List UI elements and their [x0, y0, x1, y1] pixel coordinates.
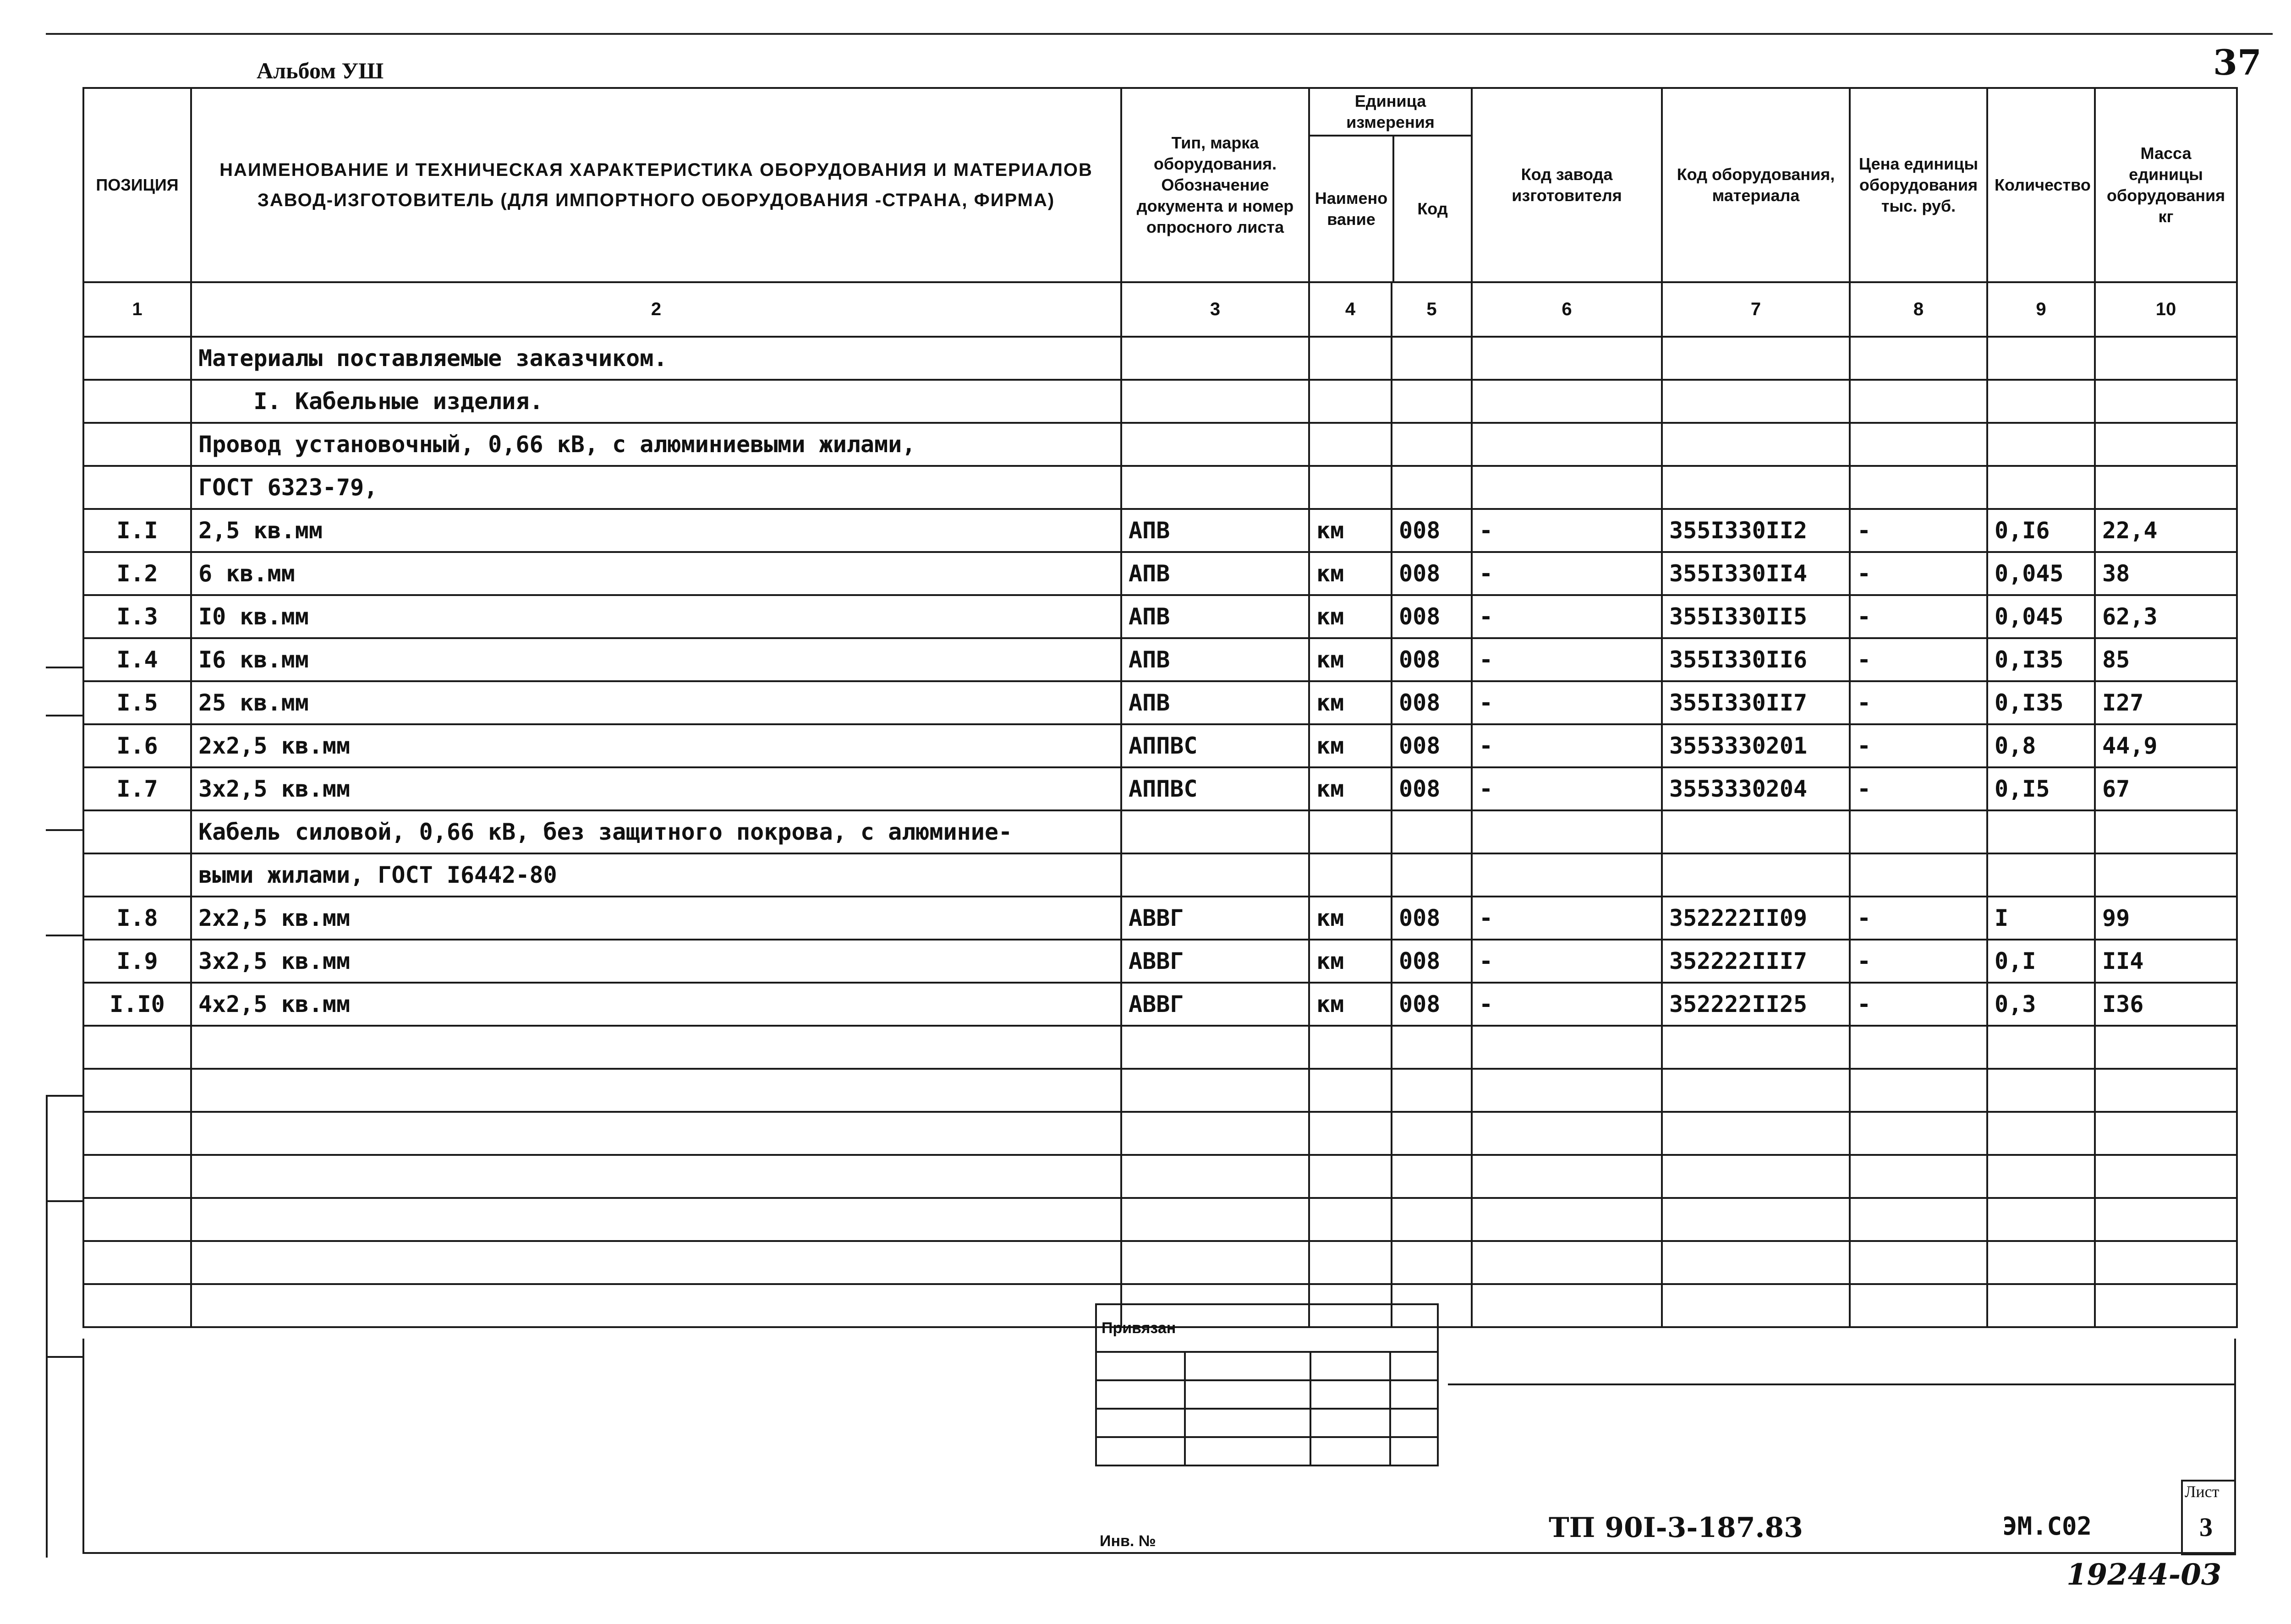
cell-price	[1850, 1112, 1987, 1155]
album-label: Альбом УШ	[257, 58, 384, 83]
cell-unit-code	[1392, 1155, 1472, 1198]
cell-equipment-code	[1662, 1284, 1850, 1327]
col-number: 3	[1121, 282, 1309, 337]
cell-plant-code	[1472, 1241, 1662, 1284]
cell-type	[1121, 466, 1309, 509]
cell-price: -	[1850, 897, 1987, 940]
cell-unit-name: км	[1309, 681, 1392, 724]
cell-mass	[2095, 337, 2237, 380]
sheet-number: 3	[2199, 1512, 2213, 1542]
cell-position	[83, 1284, 191, 1327]
cell-mass	[2095, 1069, 2237, 1112]
cell-price	[1850, 1241, 1987, 1284]
cell-quantity	[1987, 1284, 2095, 1327]
cell-price	[1850, 337, 1987, 380]
cell-plant-code	[1472, 853, 1662, 897]
cell-unit-code	[1392, 1069, 1472, 1112]
cell-plant-code	[1472, 1284, 1662, 1327]
cell-mass: 62,3	[2095, 595, 2237, 638]
cell-equipment-code	[1662, 810, 1850, 853]
cell-unit-name	[1309, 1069, 1392, 1112]
table-row	[83, 466, 2237, 509]
cell-mass	[2095, 380, 2237, 423]
cell-plant-code: -	[1472, 767, 1662, 810]
cell-quantity: 0,I5	[1987, 767, 2095, 810]
unit-group-label: Единица измерения	[1310, 89, 1471, 137]
cell-unit-code	[1392, 466, 1472, 509]
cell-unit-code	[1392, 1112, 1472, 1155]
cell-name	[191, 1155, 1121, 1198]
cell-name: 6 кв.мм	[191, 552, 1121, 595]
cell-unit-name	[1309, 423, 1392, 466]
cell-mass: 44,9	[2095, 724, 2237, 767]
table-row	[83, 552, 2237, 595]
cell-type: АВВГ	[1121, 940, 1309, 983]
cell-quantity	[1987, 380, 2095, 423]
cell-mass: II4	[2095, 940, 2237, 983]
col-quantity-header: Количество	[1987, 88, 2095, 282]
cell-price: -	[1850, 552, 1987, 595]
col-position-header: ПОЗИЦИЯ	[83, 88, 191, 282]
cell-quantity: 0,8	[1987, 724, 2095, 767]
cell-type: АПВ	[1121, 509, 1309, 552]
cell-quantity: 0,I35	[1987, 638, 2095, 681]
cell-type: АВВГ	[1121, 983, 1309, 1026]
cell-position: I.4	[83, 638, 191, 681]
cell-price	[1850, 1284, 1987, 1327]
cell-unit-code: 008	[1392, 940, 1472, 983]
cell-mass	[2095, 1112, 2237, 1155]
table-body	[83, 337, 2237, 1327]
cell-plant-code: -	[1472, 552, 1662, 595]
cell-unit-code	[1392, 810, 1472, 853]
cell-position	[83, 380, 191, 423]
cell-quantity: 0,045	[1987, 552, 2095, 595]
cell-unit-code: 008	[1392, 595, 1472, 638]
cell-unit-name: км	[1309, 724, 1392, 767]
cell-quantity: 0,3	[1987, 983, 2095, 1026]
unit-code-header: Код	[1417, 199, 1448, 218]
cell-equipment-code: 355I330II6	[1662, 638, 1850, 681]
cell-quantity	[1987, 810, 2095, 853]
col-number: 8	[1850, 282, 1987, 337]
cell-plant-code: -	[1472, 681, 1662, 724]
cell-quantity	[1987, 337, 2095, 380]
cell-equipment-code	[1662, 1069, 1850, 1112]
cell-price	[1850, 1198, 1987, 1241]
cell-plant-code	[1472, 1112, 1662, 1155]
cell-name	[191, 1198, 1121, 1241]
cell-quantity: 0,I	[1987, 940, 2095, 983]
cell-unit-code: 008	[1392, 552, 1472, 595]
cell-type	[1121, 853, 1309, 897]
table-row	[83, 810, 2237, 853]
cell-position	[83, 423, 191, 466]
cell-quantity	[1987, 1026, 2095, 1069]
cell-quantity	[1987, 423, 2095, 466]
cell-price: -	[1850, 595, 1987, 638]
cell-position	[83, 1155, 191, 1198]
cell-unit-code	[1392, 423, 1472, 466]
cell-position: I.3	[83, 595, 191, 638]
cell-price: -	[1850, 940, 1987, 983]
cell-unit-name: км	[1309, 940, 1392, 983]
cell-plant-code: -	[1472, 897, 1662, 940]
cell-mass	[2095, 423, 2237, 466]
cell-unit-name: км	[1309, 552, 1392, 595]
cell-mass	[2095, 1155, 2237, 1198]
cell-equipment-code	[1662, 1198, 1850, 1241]
cell-plant-code: -	[1472, 724, 1662, 767]
cell-name: I. Кабельные изделия.	[191, 380, 1121, 423]
cell-mass: 22,4	[2095, 509, 2237, 552]
cell-unit-code	[1392, 1026, 1472, 1069]
cell-type: АВВГ	[1121, 897, 1309, 940]
cell-quantity: I	[1987, 897, 2095, 940]
table-row	[83, 1112, 2237, 1155]
cell-mass	[2095, 1284, 2237, 1327]
cell-name: 2х2,5 кв.мм	[191, 897, 1121, 940]
cell-equipment-code: 3553330201	[1662, 724, 1850, 767]
cell-unit-name: км	[1309, 595, 1392, 638]
col-number: 9	[1987, 282, 2095, 337]
cell-type	[1121, 1198, 1309, 1241]
cell-position: I.I0	[83, 983, 191, 1026]
cell-position: I.8	[83, 897, 191, 940]
cell-unit-code	[1392, 380, 1472, 423]
cell-plant-code: -	[1472, 638, 1662, 681]
col-number: 2	[191, 282, 1121, 337]
cell-price	[1850, 466, 1987, 509]
cell-equipment-code	[1662, 1026, 1850, 1069]
sheet-mark: 37	[2213, 42, 2262, 83]
cell-unit-name	[1309, 1112, 1392, 1155]
cell-plant-code	[1472, 466, 1662, 509]
cell-price	[1850, 1026, 1987, 1069]
cell-position: I.5	[83, 681, 191, 724]
cell-quantity	[1987, 1198, 2095, 1241]
cell-unit-code: 008	[1392, 983, 1472, 1026]
col-number: 6	[1472, 282, 1662, 337]
cell-equipment-code: 352222III7	[1662, 940, 1850, 983]
cell-position: I.7	[83, 767, 191, 810]
cell-type	[1121, 1069, 1309, 1112]
cell-unit-name: км	[1309, 638, 1392, 681]
col-plant-code-header: Код завода изготовителя	[1472, 88, 1662, 282]
cell-quantity	[1987, 853, 2095, 897]
cell-unit-name	[1309, 853, 1392, 897]
cell-quantity	[1987, 1069, 2095, 1112]
cell-name: I0 кв.мм	[191, 595, 1121, 638]
cell-name: Кабель силовой, 0,66 кВ, без защитного покрова, с алюминие-	[191, 810, 1121, 853]
cell-quantity: 0,I6	[1987, 509, 2095, 552]
cell-unit-code	[1392, 1198, 1472, 1241]
cell-plant-code: -	[1472, 940, 1662, 983]
cell-type: АППВС	[1121, 724, 1309, 767]
cell-price	[1850, 1155, 1987, 1198]
cell-equipment-code	[1662, 1241, 1850, 1284]
cell-unit-name	[1309, 380, 1392, 423]
cell-name	[191, 1284, 1121, 1327]
cell-price: -	[1850, 638, 1987, 681]
cell-type: АПВ	[1121, 552, 1309, 595]
cell-unit-code: 008	[1392, 724, 1472, 767]
cell-plant-code	[1472, 1026, 1662, 1069]
table-row	[83, 1069, 2237, 1112]
cell-position	[83, 337, 191, 380]
table-row	[83, 724, 2237, 767]
cell-name: Материалы поставляемые заказчиком.	[191, 337, 1121, 380]
col-name-header	[191, 88, 1121, 282]
cell-position	[83, 810, 191, 853]
cell-plant-code	[1472, 1198, 1662, 1241]
col-unit-header	[1309, 88, 1472, 282]
cell-equipment-code	[1662, 380, 1850, 423]
cell-name: выми жилами, ГОСТ I6442-80	[191, 853, 1121, 897]
cell-name: 3х2,5 кв.мм	[191, 767, 1121, 810]
col-number: 7	[1662, 282, 1850, 337]
cell-unit-code: 008	[1392, 509, 1472, 552]
inventory-label: Инв. №	[1100, 1532, 1156, 1550]
binding-stamp	[1095, 1303, 1439, 1466]
top-border-line	[46, 33, 2273, 35]
cell-mass	[2095, 810, 2237, 853]
header-row	[83, 88, 2237, 282]
table-row	[83, 897, 2237, 940]
unit-subheaders	[1310, 137, 1471, 281]
cell-name: Провод установочный, 0,66 кВ, с алюминиевыми жилами,	[191, 423, 1121, 466]
cell-unit-name	[1309, 337, 1392, 380]
document-number: ТП 90I-3-187.83	[1549, 1512, 1803, 1544]
cell-plant-code	[1472, 1069, 1662, 1112]
cell-name: 3х2,5 кв.мм	[191, 940, 1121, 983]
cell-position: I.2	[83, 552, 191, 595]
cell-price: -	[1850, 767, 1987, 810]
cell-quantity	[1987, 466, 2095, 509]
cell-name: 2х2,5 кв.мм	[191, 724, 1121, 767]
cell-unit-code: 008	[1392, 681, 1472, 724]
cell-name	[191, 1112, 1121, 1155]
cell-unit-name: км	[1309, 767, 1392, 810]
cell-quantity	[1987, 1155, 2095, 1198]
table-row	[83, 1026, 2237, 1069]
cell-plant-code: -	[1472, 983, 1662, 1026]
table-row	[83, 1241, 2237, 1284]
cell-mass	[2095, 1241, 2237, 1284]
cell-type	[1121, 337, 1309, 380]
cell-equipment-code	[1662, 1112, 1850, 1155]
cell-mass	[2095, 1026, 2237, 1069]
table-row	[83, 509, 2237, 552]
table-row	[83, 337, 2237, 380]
cell-unit-name	[1309, 1155, 1392, 1198]
cell-position	[83, 1069, 191, 1112]
handwritten-number: 19244-03	[2066, 1558, 2222, 1592]
cell-position	[83, 1112, 191, 1155]
cell-position	[83, 1026, 191, 1069]
col-type-header: Тип, марка оборудования. Обозначение документа и номер опросного листа	[1121, 88, 1309, 282]
cell-equipment-code	[1662, 423, 1850, 466]
table-row	[83, 1198, 2237, 1241]
table-row	[83, 767, 2237, 810]
cell-price	[1850, 1069, 1987, 1112]
cell-equipment-code: 355I330II4	[1662, 552, 1850, 595]
cell-mass: 85	[2095, 638, 2237, 681]
cell-plant-code: -	[1472, 595, 1662, 638]
cell-price: -	[1850, 509, 1987, 552]
table-row	[83, 380, 2237, 423]
cell-type: АПВ	[1121, 595, 1309, 638]
cell-equipment-code	[1662, 337, 1850, 380]
cell-mass	[2095, 853, 2237, 897]
cell-type: АППВС	[1121, 767, 1309, 810]
cell-plant-code	[1472, 423, 1662, 466]
col-name-header-line2: ЗАВОД-ИЗГОТОВИТЕЛЬ (ДЛЯ ИМПОРТНОГО ОБОРУДОВАНИЯ -СТРАНА, ФИРМА)	[257, 190, 1055, 210]
cell-type	[1121, 380, 1309, 423]
cell-unit-name	[1309, 1198, 1392, 1241]
cell-unit-code: 008	[1392, 767, 1472, 810]
cell-mass: 99	[2095, 897, 2237, 940]
cell-type	[1121, 810, 1309, 853]
cell-name: ГОСТ 6323-79,	[191, 466, 1121, 509]
cell-price	[1850, 423, 1987, 466]
table-row	[83, 853, 2237, 897]
cell-unit-name	[1309, 1026, 1392, 1069]
cell-position	[83, 466, 191, 509]
cell-equipment-code: 352222II09	[1662, 897, 1850, 940]
cell-plant-code: -	[1472, 509, 1662, 552]
cell-unit-code	[1392, 337, 1472, 380]
cell-mass: I27	[2095, 681, 2237, 724]
cell-mass: 67	[2095, 767, 2237, 810]
cell-equipment-code: 355I330II7	[1662, 681, 1850, 724]
cell-equipment-code	[1662, 853, 1850, 897]
cell-price	[1850, 380, 1987, 423]
cell-type: АПВ	[1121, 681, 1309, 724]
unit-name-header: Наименование	[1310, 137, 1394, 281]
cell-unit-code: 008	[1392, 897, 1472, 940]
table-row	[83, 681, 2237, 724]
cell-unit-name: км	[1309, 897, 1392, 940]
cell-unit-code	[1392, 1241, 1472, 1284]
col-number: 5	[1392, 282, 1472, 337]
cell-name	[191, 1241, 1121, 1284]
cell-position: I.I	[83, 509, 191, 552]
table-row	[83, 983, 2237, 1026]
cell-unit-code: 008	[1392, 638, 1472, 681]
col-number: 4	[1309, 282, 1392, 337]
cell-position	[83, 853, 191, 897]
cell-price: -	[1850, 681, 1987, 724]
cell-price: -	[1850, 983, 1987, 1026]
cell-equipment-code: 355I330II5	[1662, 595, 1850, 638]
cell-equipment-code: 352222II25	[1662, 983, 1850, 1026]
cell-position: I.9	[83, 940, 191, 983]
cell-plant-code	[1472, 337, 1662, 380]
cell-plant-code	[1472, 1155, 1662, 1198]
cell-price	[1850, 810, 1987, 853]
cell-unit-name: км	[1309, 983, 1392, 1026]
table-row	[83, 1155, 2237, 1198]
table-row	[83, 423, 2237, 466]
cell-equipment-code	[1662, 466, 1850, 509]
cell-equipment-code: 355I330II2	[1662, 509, 1850, 552]
cell-plant-code	[1472, 810, 1662, 853]
cell-mass: I36	[2095, 983, 2237, 1026]
cell-position	[83, 1198, 191, 1241]
cell-equipment-code	[1662, 1155, 1850, 1198]
cell-type	[1121, 1112, 1309, 1155]
col-number: 1	[83, 282, 191, 337]
cell-price: -	[1850, 724, 1987, 767]
cell-mass	[2095, 1198, 2237, 1241]
col-equipment-code-header: Код оборудования, материала	[1662, 88, 1850, 282]
cell-unit-name: км	[1309, 509, 1392, 552]
cell-name: I6 кв.мм	[191, 638, 1121, 681]
col-price-header: Цена единицы оборудования тыс. руб.	[1850, 88, 1987, 282]
cell-name: 25 кв.мм	[191, 681, 1121, 724]
cell-type	[1121, 423, 1309, 466]
document-code: ЭМ.С02	[2002, 1512, 2092, 1541]
specification-table	[82, 87, 2238, 1328]
table-row	[83, 940, 2237, 983]
cell-price	[1850, 853, 1987, 897]
cell-name: 2,5 кв.мм	[191, 509, 1121, 552]
cell-unit-name	[1309, 810, 1392, 853]
cell-name	[191, 1069, 1121, 1112]
table-row	[83, 595, 2237, 638]
cell-quantity	[1987, 1241, 2095, 1284]
table-row	[83, 638, 2237, 681]
cell-mass: 38	[2095, 552, 2237, 595]
cell-unit-name	[1309, 466, 1392, 509]
cell-plant-code	[1472, 380, 1662, 423]
cell-type	[1121, 1241, 1309, 1284]
cell-quantity: 0,045	[1987, 595, 2095, 638]
cell-mass	[2095, 466, 2237, 509]
sheet-label: Лист	[2185, 1482, 2220, 1501]
cell-name	[191, 1026, 1121, 1069]
col-number: 10	[2095, 282, 2237, 337]
cell-name: 4х2,5 кв.мм	[191, 983, 1121, 1026]
cell-unit-name	[1309, 1241, 1392, 1284]
column-number-row	[83, 282, 2237, 337]
cell-type	[1121, 1155, 1309, 1198]
cell-quantity: 0,I35	[1987, 681, 2095, 724]
col-mass-header: Масса единицы оборудования кг	[2095, 88, 2237, 282]
cell-quantity	[1987, 1112, 2095, 1155]
cell-equipment-code: 3553330204	[1662, 767, 1850, 810]
cell-position: I.6	[83, 724, 191, 767]
left-margin-marks	[46, 651, 82, 1558]
col-name-header-line1: НАИМЕНОВАНИЕ И ТЕХНИЧЕСКАЯ ХАРАКТЕРИСТИКА ОБОРУДОВАНИЯ И МАТЕРИАЛОВ	[219, 160, 1093, 180]
title-block	[1448, 1383, 2236, 1477]
cell-type: АПВ	[1121, 638, 1309, 681]
cell-unit-code	[1392, 853, 1472, 897]
cell-type	[1121, 1026, 1309, 1069]
stamp-bound-label: Привязан	[1096, 1304, 1438, 1352]
cell-position	[83, 1241, 191, 1284]
